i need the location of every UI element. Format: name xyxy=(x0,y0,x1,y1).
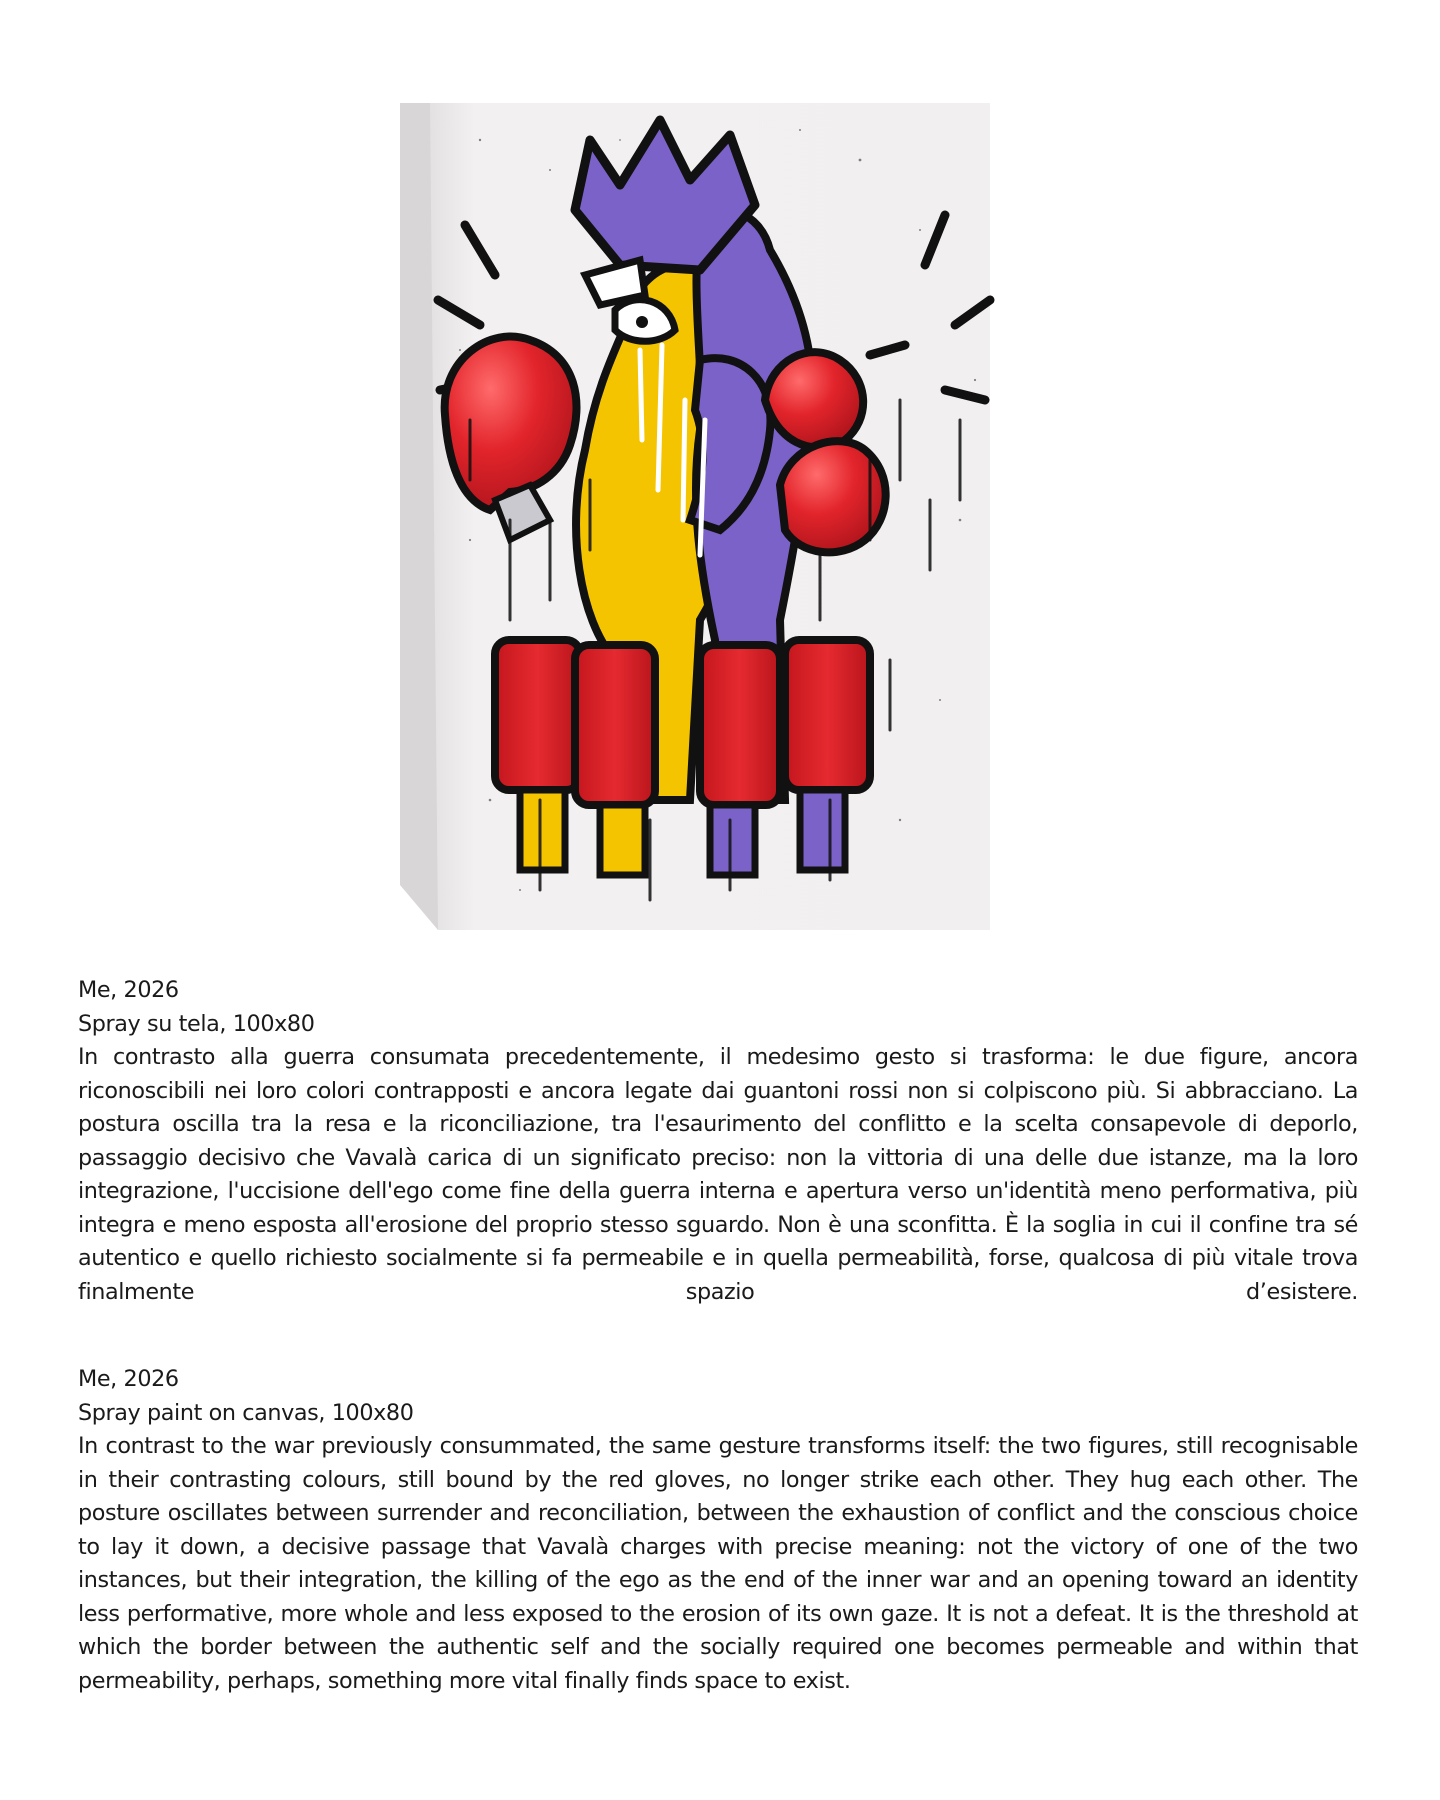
italian-caption xyxy=(78,974,1358,1309)
artwork-medium-it: Spray su tela, 100x80 xyxy=(78,1010,315,1037)
artwork-image xyxy=(400,100,1020,930)
glove-right-top-icon xyxy=(765,352,863,447)
artwork-title-it: Me, 2026 xyxy=(78,977,179,1003)
artwork-title-en: Me, 2026 xyxy=(78,1366,179,1392)
artwork-description-it: In contrasto alla guerra consumata precedentemente, il medesimo gesto si trasforma: le due figure, ancora riconoscibili nei loro colori contrapposti e ancora legate dai guantoni rossi non si colpiscono più. Si abbracciano. La postura oscilla tra la resa e la riconciliazione, tra l'esaurimento del conflitto e la scelta consapevole di deporlo, passaggio decisivo che Vavalà carica di un significato preciso: non la vittoria di una delle due istanze, ma la loro integrazione, l'uccisione dell'ego come fine della guerra interna e apertura verso un'identità meno performativa, più integra e meno esposta all'erosione del proprio stesso sguardo. Non è una sconfitta. È la soglia in cui il confine tra sé autentico e quello richiesto socialmente si fa permeabile e in quella permeabilità, forse, qualcosa di più vitale trova finalmente spazio d’esistere. xyxy=(78,1044,1358,1305)
artwork-description-en: In contrast to the war previously consummated, the same gesture transforms itself: the two figures, still recognisable in their contrasting colours, still bound by the red gloves, no longer strike each other. They hug each other. The posture oscillates between surrender and reconciliation, between the exhaustion of conflict and the conscious choice to lay it down, a decisive passage that Vavalà charges with precise meaning: not the victory of one of the two instances, but their integration, the killing of the ego as the end of the inner war and an opening toward an identity less performative, more whole and less exposed to the erosion of its own gaze. It is not a defeat. It is the threshold at which the border between the authentic self and the socially required one becomes permeable and within that permeability, perhaps, something more vital finally finds space to exist. xyxy=(78,1433,1358,1694)
artwork-medium-en: Spray paint on canvas, 100x80 xyxy=(78,1399,414,1426)
english-caption xyxy=(78,1363,1358,1698)
